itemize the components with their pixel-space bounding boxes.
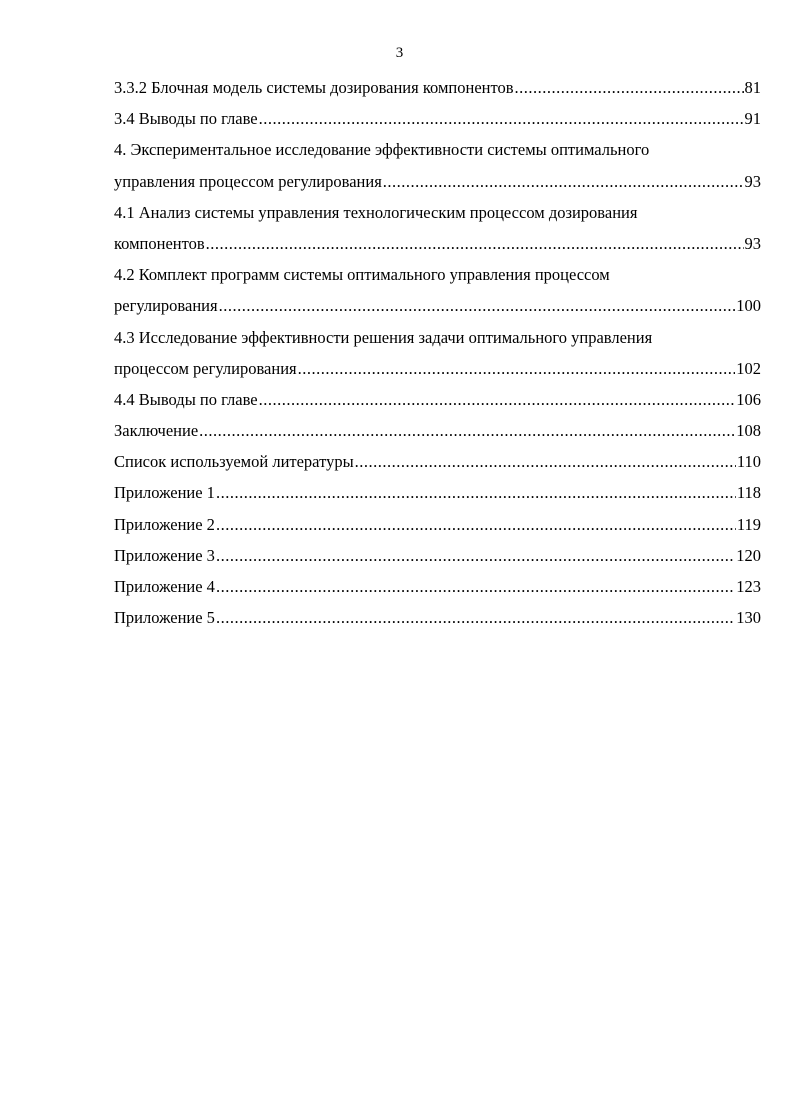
- toc-leader-dots: [199, 415, 735, 446]
- toc-entry[interactable]: [114, 72, 761, 103]
- toc-entry[interactable]: [114, 259, 761, 290]
- toc-entry-title: 3.3.2 Блочная модель системы дозирования компонентов: [114, 78, 514, 97]
- toc-entry-title: Приложение 4: [114, 577, 215, 596]
- toc-entry-title: Список используемой литературы: [114, 452, 354, 472]
- toc-entry[interactable]: [114, 509, 761, 540]
- toc-entry[interactable]: [114, 415, 761, 446]
- toc-leader-dots: [383, 166, 744, 197]
- page-number: 3: [395, 45, 404, 61]
- toc-entry[interactable]: [114, 540, 761, 571]
- toc-entry[interactable]: [114, 477, 761, 508]
- toc-entry-page: 91: [744, 109, 761, 129]
- toc-entry-page: 110: [736, 452, 761, 472]
- toc-entry-page: 130: [736, 608, 761, 628]
- toc-entry-page: 118: [736, 483, 761, 503]
- toc-entry-page: 93: [744, 233, 761, 253]
- toc-entry[interactable]: [114, 446, 761, 477]
- toc-entry-page: 100: [736, 296, 761, 316]
- toc-entry-title: управления процессом регулирования: [114, 171, 382, 191]
- toc-entry-continuation[interactable]: [114, 166, 761, 197]
- toc-entry-title: 4.2 Комплект программ системы оптимального управления процессом: [114, 265, 610, 285]
- toc-entry-continuation[interactable]: [114, 228, 761, 259]
- toc-leader-dots: [515, 72, 744, 103]
- toc-entry-continuation[interactable]: [114, 290, 761, 321]
- toc-entry-page: 108: [736, 421, 761, 441]
- toc-entry-title: Приложение 5: [114, 608, 215, 628]
- toc-leader-dots: [298, 353, 736, 384]
- toc-entry[interactable]: [114, 134, 761, 165]
- toc-entry[interactable]: [114, 571, 761, 602]
- toc-leader-dots: [216, 602, 735, 633]
- toc-leader-dots: [206, 228, 744, 259]
- toc-entry-title: 4.4 Выводы по главе: [114, 389, 258, 409]
- toc-entry[interactable]: [114, 197, 761, 228]
- toc-entry-page: 106: [736, 389, 761, 409]
- toc-entry-title: Заключение: [114, 421, 199, 441]
- toc-leader-dots: [355, 446, 736, 477]
- toc-leader-dots: [216, 540, 735, 571]
- toc-entry-page: 102: [736, 358, 761, 378]
- toc-entry[interactable]: [114, 602, 761, 633]
- toc-entry-page: 119: [736, 514, 761, 534]
- toc-entry-title: 4. Экспериментальное исследование эффективности системы оптимального: [114, 140, 650, 160]
- toc-entry-page: 120: [736, 545, 761, 565]
- toc-leader-dots: [219, 290, 736, 321]
- toc-entry-title: процессом регулирования: [114, 358, 297, 378]
- toc-entry[interactable]: [114, 103, 761, 134]
- toc-entry-title: Приложение 1: [114, 483, 215, 503]
- toc-leader-dots: [259, 384, 736, 415]
- toc-leader-dots: [216, 509, 736, 540]
- toc-entry-title: 4.1 Анализ системы управления технологическим процессом дозирования: [114, 202, 638, 222]
- toc-entry[interactable]: [114, 322, 761, 353]
- toc-entry[interactable]: [114, 384, 761, 415]
- toc-entry-title: компонентов: [114, 233, 205, 253]
- toc-entry-title: регулирования: [114, 296, 218, 316]
- toc-entry-page: 81: [744, 78, 761, 97]
- toc-entry-page: 123: [736, 577, 761, 596]
- table-of-contents: [114, 72, 761, 633]
- toc-entry-title: 3.4 Выводы по главе: [114, 109, 258, 129]
- toc-entry-title: Приложение 3: [114, 545, 215, 565]
- toc-leader-dots: [216, 477, 736, 508]
- toc-entry-title: Приложение 2: [114, 514, 215, 534]
- toc-entry-continuation[interactable]: [114, 353, 761, 384]
- toc-entry-page: 93: [744, 171, 761, 191]
- toc-leader-dots: [216, 571, 735, 602]
- toc-leader-dots: [259, 103, 744, 134]
- toc-entry-title: 4.3 Исследование эффективности решения задачи оптимального управления: [114, 327, 653, 347]
